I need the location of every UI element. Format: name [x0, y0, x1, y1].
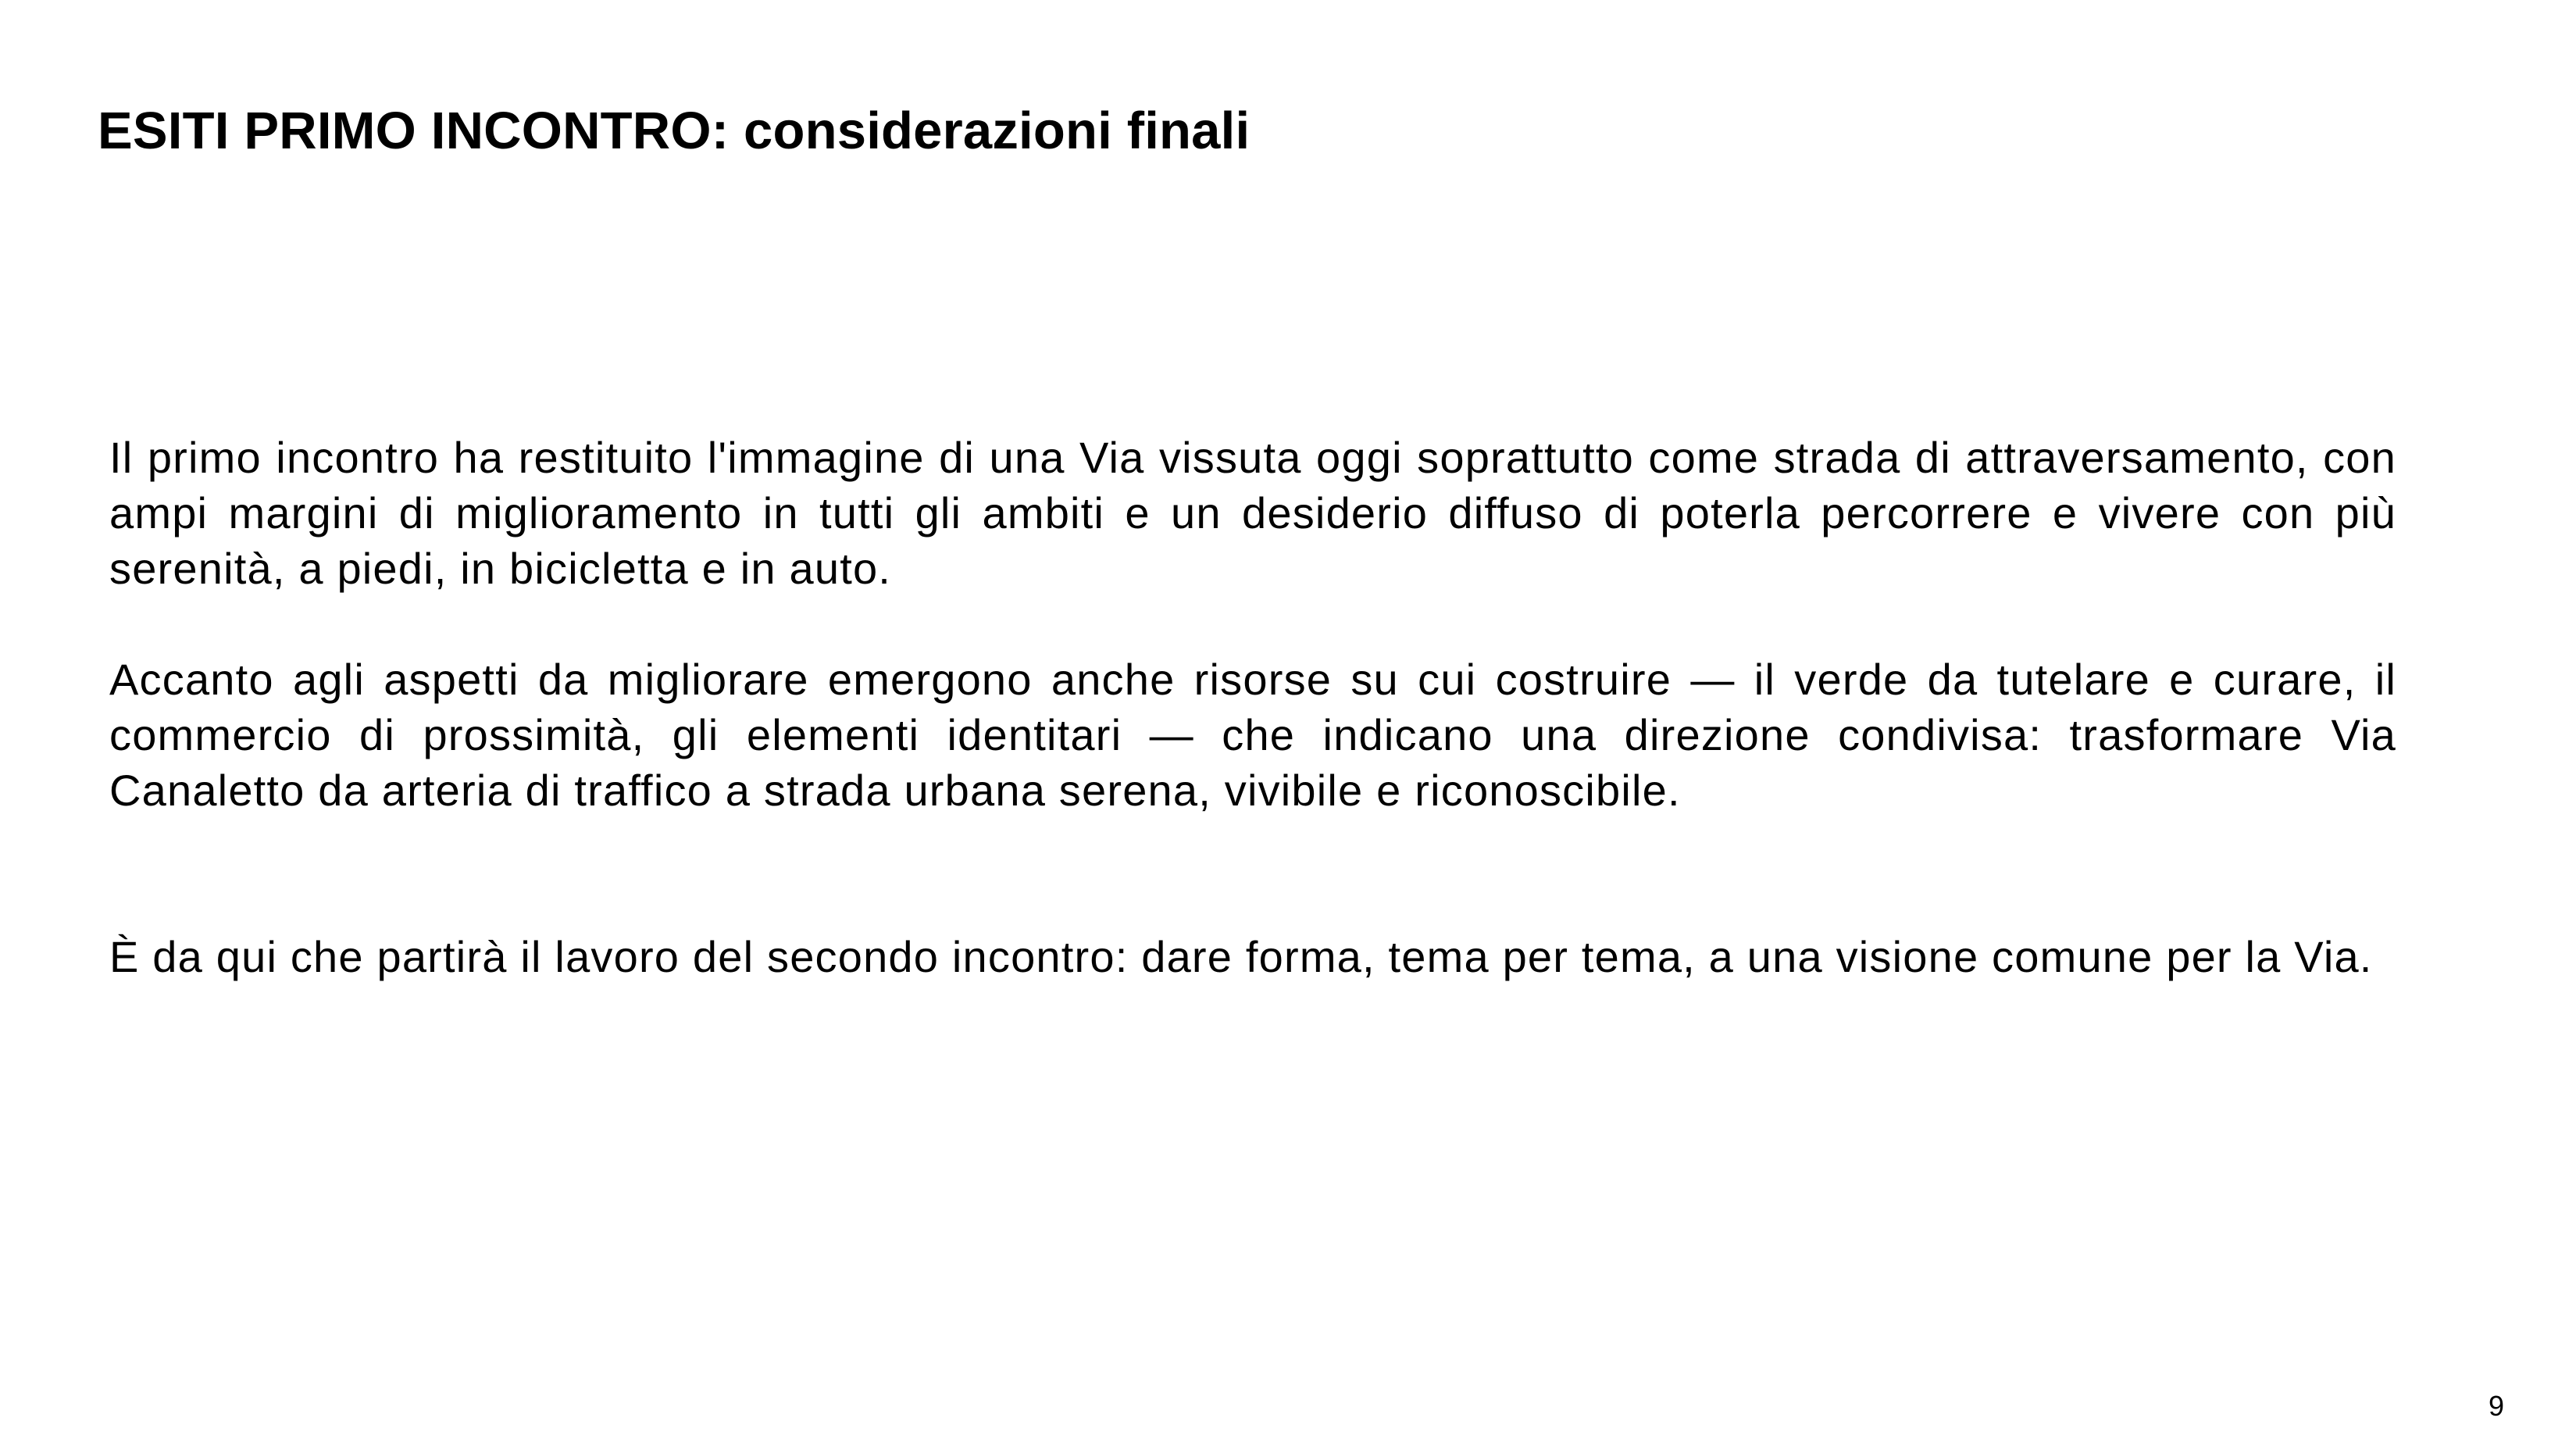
slide-body: [109, 430, 2396, 984]
paragraph-first-meeting-summary: Il primo incontro ha restituito l'immagine di una Via vissuta oggi soprattutto come strada di attraversamento, con ampi margini di miglioramento in tutti gli ambiti e un desiderio diffuso di poterla percorrere e vivere con più serenità, a piedi, in bicicletta e in auto.: [109, 433, 2396, 593]
paragraph-next-meeting: È da qui che partirà il lavoro del secondo incontro: dare forma, tema per tema, a una visione comune per la Via.: [109, 932, 2373, 981]
slide-title: ESITI PRIMO INCONTRO: considerazioni finali: [98, 102, 1251, 160]
page-number: 9: [2488, 1390, 2504, 1422]
paragraph-resources-direction: Accanto agli aspetti da migliorare emergono anche risorse su cui costruire — il verde da tutelare e curare, il commercio di prossimità, gli elementi identitari — che indicano una direzione condivisa: trasformare Via Canaletto da arteria di traffico a strada urbana serena, vivibile e riconoscibile.: [109, 655, 2396, 815]
